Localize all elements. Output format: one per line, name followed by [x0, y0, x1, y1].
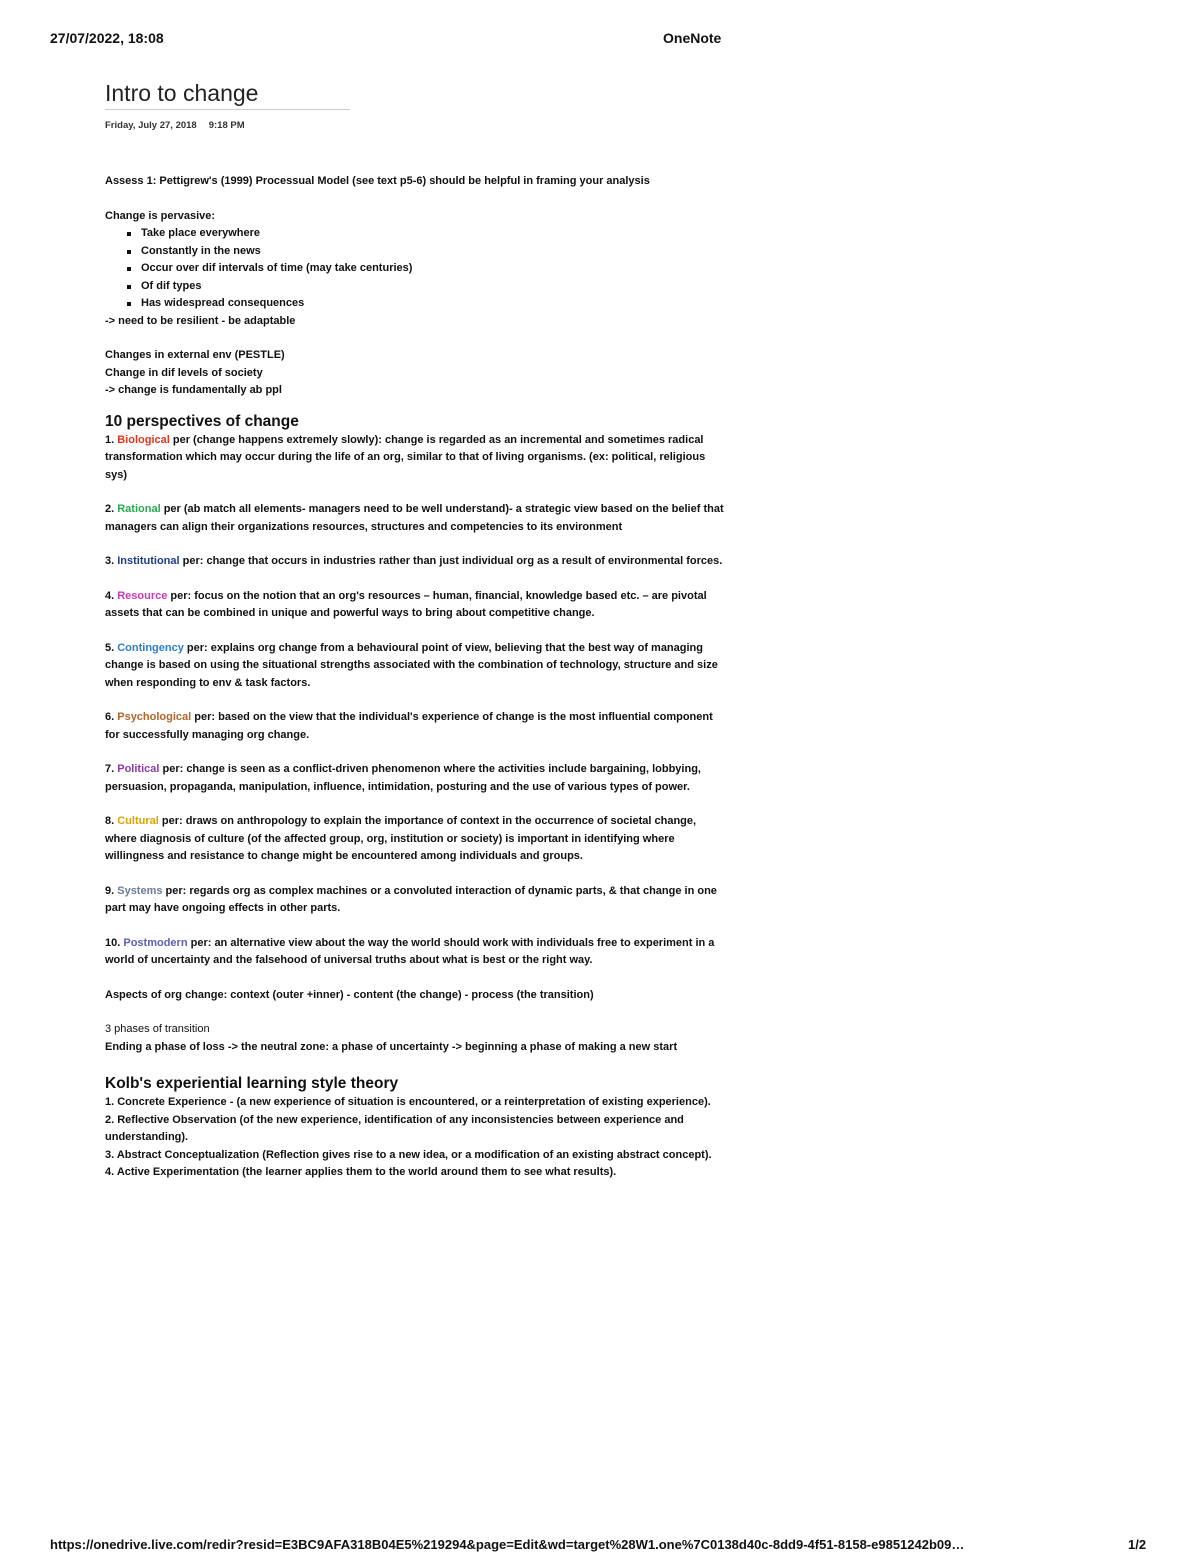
- list-item: Occur over dif intervals of time (may take centuries): [141, 260, 725, 278]
- phases-text: Ending a phase of loss -> the neutral zone: a phase of uncertainty -> beginning a phase of making a new start: [105, 1040, 678, 1053]
- perspectives-heading: 10 perspectives of change: [105, 412, 299, 430]
- page-title: Intro to change: [105, 80, 350, 110]
- list-item: Has widespread consequences: [141, 295, 725, 313]
- perspective-number: 8.: [105, 815, 118, 827]
- kolb-heading: Kolb's experiential learning style theory: [105, 1075, 399, 1092]
- perspective-item: [105, 761, 725, 796]
- perspective-number: 4.: [105, 589, 118, 602]
- perspective-keyword: Biological: [117, 433, 170, 446]
- kolb-item: 3. Abstract Conceptualization (Reflection gives rise to a new idea, or a modification of an existing abstract concept).: [105, 1148, 712, 1161]
- perspectives-list: [105, 432, 725, 987]
- kolb-item: 2. Reflective Observation (of the new experience, identification of any inconsistencies between experience and understanding).: [105, 1113, 684, 1143]
- perspective-keyword: Postmodern: [123, 936, 188, 949]
- perspective-number: 7.: [105, 763, 118, 775]
- perspective-keyword: Institutional: [117, 555, 180, 567]
- resilient-note: -> need to be resilient - be adaptable: [105, 314, 296, 327]
- perspective-text: per: draws on anthropology to explain the importance of context in the occurrence of societal change, where diagnosis of culture (of the affected group, org, institution or society) is important in identifying where willingness and resistance to change might be encountered among individuals and groups.: [105, 815, 697, 862]
- perspective-keyword: Systems: [117, 884, 163, 897]
- perspective-keyword: Contingency: [117, 641, 184, 654]
- phases-heading: 3 phases of transition: [105, 1023, 210, 1035]
- assess-note: Assess 1: Pettigrew's (1999) Processual Model (see text p5-6) should be helpful in framing your analysis: [105, 175, 650, 187]
- note-page: [105, 80, 725, 1182]
- perspective-number: 2.: [105, 503, 118, 515]
- perspective-text: per: an alternative view about the way the world should work with individuals free to experiment in a world of uncertainty and the falsehood of universal truths about what is best or the right way.: [105, 936, 715, 966]
- perspective-item: [105, 588, 725, 623]
- perspective-keyword: Psychological: [117, 711, 192, 723]
- kolb-item: 4. Active Experimentation (the learner applies them to the world around them to see what results).: [105, 1166, 617, 1178]
- perspective-text: per: change that occurs in industries rather than just individual org as a result of environmental forces.: [179, 555, 723, 567]
- note-date: Friday, July 27, 2018: [105, 120, 197, 131]
- perspective-text: per: based on the view that the individual's experience of change is the most influential component for successfully managing org change.: [105, 711, 713, 741]
- app-name: OneNote: [663, 30, 722, 46]
- perspective-text: per: focus on the notion that an org's resources – human, financial, knowledge based etc. – are pivotal assets that can be combined in unique and powerful ways to bring about competitive change.: [105, 589, 707, 619]
- perspective-keyword: Resource: [117, 589, 168, 602]
- perspective-text: per (change happens extremely slowly): change is regarded as an incremental and sometimes radical transformation which may occur during the life of an org, similar to that of living organisms. (ex: political, religious sys): [105, 433, 706, 481]
- perspective-item: [105, 883, 725, 918]
- perspective-keyword: Cultural: [117, 815, 159, 827]
- perspective-item: [105, 432, 725, 485]
- people-note: -> change is fundamentally ab ppl: [105, 384, 282, 396]
- perspective-item: [105, 501, 725, 536]
- perspective-text: per (ab match all elements- managers need to be well understand)- a strategic view based on the belief that managers can align their organizations resources, structures and competencies to its environment: [105, 503, 724, 533]
- perspective-item: [105, 709, 725, 744]
- perspective-number: 1.: [105, 433, 118, 446]
- perspective-keyword: Rational: [117, 503, 161, 515]
- perspective-item: [105, 935, 725, 970]
- pervasive-list: [105, 225, 725, 313]
- print-date: 27/07/2022, 18:08: [50, 30, 164, 46]
- list-item: Of dif types: [141, 278, 725, 296]
- external-env-note: Changes in external env (PESTLE): [105, 349, 285, 361]
- perspective-item: [105, 553, 725, 571]
- list-item: Constantly in the news: [141, 243, 725, 261]
- list-item: Take place everywhere: [141, 225, 725, 243]
- perspective-item: [105, 640, 725, 693]
- note-timestamp: [105, 120, 725, 131]
- aspects-note: Aspects of org change: context (outer +inner) - content (the change) - process (the transition): [105, 988, 594, 1001]
- pervasive-heading: Change is pervasive:: [105, 209, 216, 222]
- perspective-number: 6.: [105, 711, 118, 723]
- perspective-number: 3.: [105, 555, 118, 567]
- perspective-text: per: explains org change from a behavioural point of view, believing that the best way of managing change is based on using the situational strengths associated with the combination of technology, structure and size when responding to env & task factors.: [105, 641, 718, 689]
- perspective-number: 9.: [105, 884, 118, 897]
- source-url: https://onedrive.live.com/redir?resid=E3BC9AFA318B04E5%219294&page=Edit&wd=target%28W1.one%7C0138d40c-8dd9-4f51-8158-e9851242b09…: [50, 1537, 965, 1552]
- perspective-number: 10.: [105, 936, 124, 949]
- perspective-number: 5.: [105, 641, 118, 654]
- perspective-text: per: change is seen as a conflict-driven phenomenon where the activities include bargaining, lobbying, persuasion, propaganda, manipulation, influence, intimidation, posturing and the use of various types of power.: [105, 763, 701, 793]
- perspective-keyword: Political: [117, 763, 160, 775]
- note-time: 9:18 PM: [208, 120, 245, 131]
- kolb-item: 1. Concrete Experience - (a new experience of situation is encountered, or a reinterpretation of existing experience).: [105, 1096, 711, 1108]
- perspective-item: [105, 813, 725, 866]
- levels-note: Change in dif levels of society: [105, 366, 263, 379]
- page-number: 1/2: [1128, 1537, 1147, 1552]
- perspective-text: per: regards org as complex machines or a convoluted interaction of dynamic parts, & that change in one part may have ongoing effects in other parts.: [105, 884, 717, 914]
